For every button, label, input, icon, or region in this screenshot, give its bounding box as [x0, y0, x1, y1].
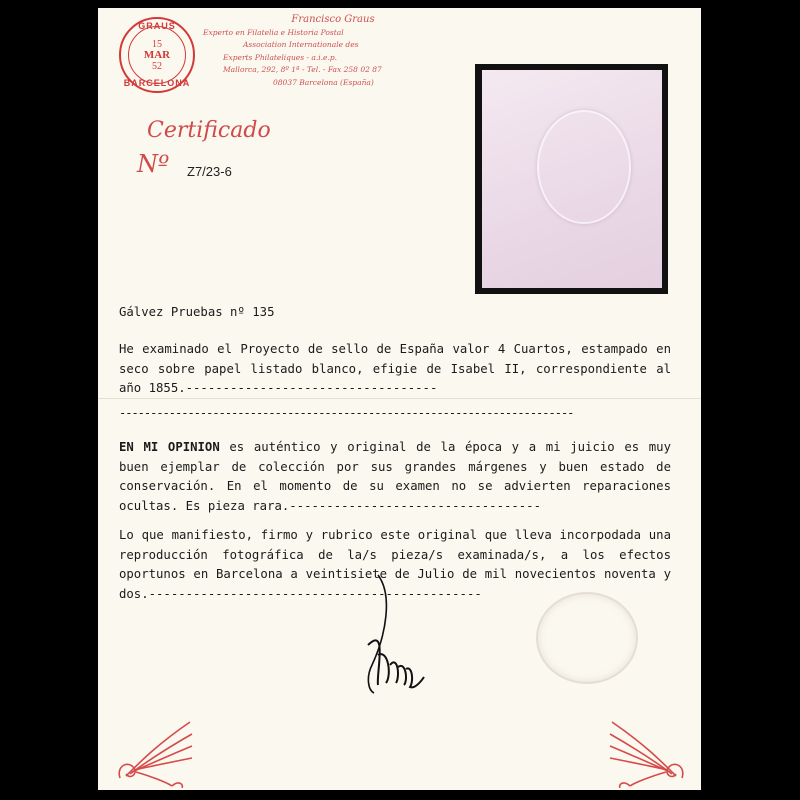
certificate-title: Certificado	[147, 118, 271, 143]
seal-date: 15 MAR 52	[143, 39, 171, 72]
graus-seal	[119, 17, 195, 93]
separator-line: -------------------------------------------------------------------------	[119, 406, 574, 420]
embossed-effigy	[537, 110, 631, 224]
photo-frame	[475, 64, 668, 294]
letterhead-line: Mallorca, 292, 8º 1ª - Tel. - Fax 258 02 87	[223, 65, 382, 75]
letterhead-name: Francisco Graus	[291, 14, 375, 25]
letterhead	[203, 14, 433, 90]
signature	[348, 565, 428, 705]
seal-top-text: GRAUS	[138, 21, 176, 31]
letterhead-line: Experto en Filatelia e Historia Postal	[203, 27, 344, 37]
flourish-right-icon	[608, 716, 690, 788]
closing-paragraph: Lo que manifiesto, firmo y rubrico este original que lleva incorpodada una reproducción fotográfica de la/s pieza/s examinada/s, a los efectos oportunos en Barcelona a veintisiete de Julio de mil novecientos noventa y dos.---------------------------------------------	[119, 528, 671, 601]
seal-bottom-text: BARCELONA	[123, 78, 191, 88]
reference-line: Gálvez Pruebas nº 135	[119, 305, 275, 319]
description-paragraph: He examinado el Proyecto de sello de España valor 4 Cuartos, estampado en seco sobre papel listado blanco, efigie de Isabel II, correspondiente al año 1855.----------------------------------	[119, 342, 671, 395]
emboss-stamp	[536, 592, 638, 684]
letterhead-line: Experts Philateliques - a.i.e.p.	[223, 52, 338, 62]
flourish-left-icon	[112, 716, 194, 788]
stamp-photo	[482, 70, 662, 288]
letterhead-line: Association Internationale des	[243, 40, 359, 50]
certificate-number: Z7/23-6	[187, 164, 232, 179]
opinion-paragraph	[119, 438, 671, 516]
letterhead-line: 08037 Barcelona (España)	[273, 77, 374, 87]
opinion-text: es auténtico y original de la época y a mi juicio es muy buen ejemplar de colección por sus grandes márgenes y buen estado de conservación. En el momento de su examen no se advierten reparaciones ocultas. Es pieza rara.----------------------------------	[119, 440, 671, 513]
number-label: Nº	[137, 150, 170, 178]
opinion-lead: EN MI OPINION	[119, 440, 220, 454]
